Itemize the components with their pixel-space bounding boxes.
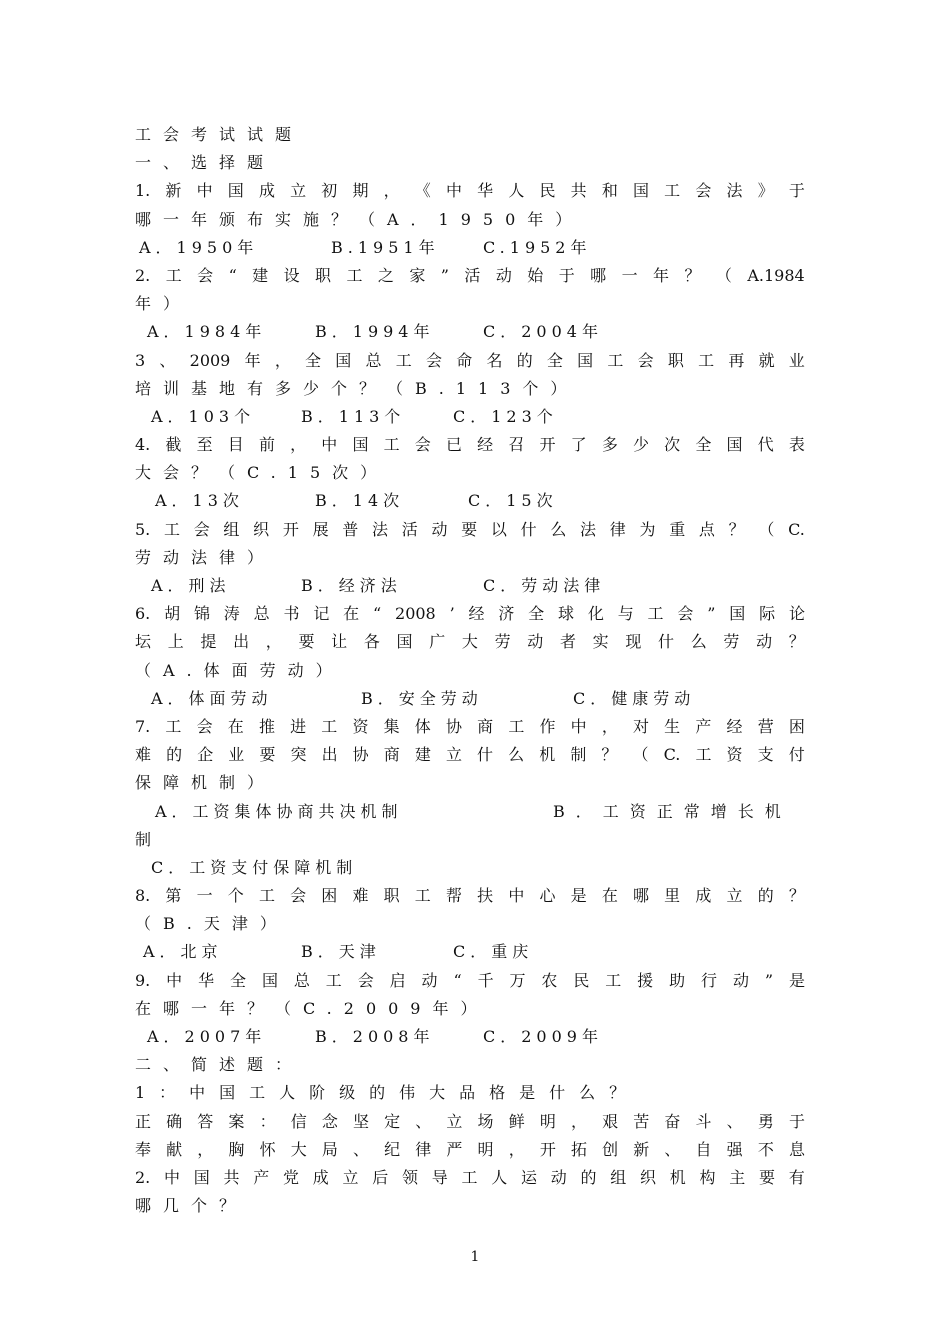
section-heading-short-answer: 二、简述题： — [135, 1055, 304, 1075]
option-a: A．1950年 — [139, 237, 259, 257]
answer-options — [135, 572, 805, 600]
question-text: 坛 上 提 出 ， 要 让 各 国 广 大 劳 动 者 实 现 什 么 劳 动 ？ — [135, 632, 805, 652]
question-text: 在哪一年？（C.2009年） — [135, 998, 489, 1018]
question-text: 哪一年颁布实施？（A．1950年） — [135, 209, 584, 229]
answer-options — [135, 318, 805, 346]
section-heading-choice: 一、选择题 — [135, 153, 276, 173]
question-text: 3 、 2009 年 ， 全 国 总 工 会 命 名 的 全 国 工 会 职 工 再 就 业 — [135, 350, 805, 370]
option-a: A．北京 — [143, 942, 223, 962]
answer-options — [135, 234, 805, 262]
question-text: 1. 新 中 国 成 立 初 期 ， 《 中 华 人 民 共 和 国 工 会 法 》 于 — [135, 181, 805, 201]
option-c: C．2009年 — [483, 1027, 603, 1046]
option-a: A．工资集体协商共决机制 — [155, 801, 403, 821]
question-text: 大会？（C.15次） — [135, 463, 389, 483]
option-c: C．重庆 — [453, 942, 534, 962]
question-text: 年） — [135, 294, 192, 314]
answer-text: 奉 献 ， 胸 怀 大 局 、 纪 律 严 明 ， 开 拓 创 新 、 自 强 不 息 — [135, 1139, 805, 1159]
option-c: C．工资支付保障机制 — [151, 857, 358, 877]
answer-options — [135, 798, 805, 826]
option-a: A．2007年 — [147, 1027, 267, 1046]
question-text: 劳动法律） — [135, 547, 276, 567]
option-c: C．123个 — [453, 406, 558, 426]
question-text: 6. 胡 锦 涛 总 书 记 在 “ 2008 ’ 经 济 全 球 化 与 工 会 ” 国 际 论 — [135, 604, 805, 624]
short-question: 2. 中 国 共 产 党 成 立 后 领 导 工 人 运 动 的 组 织 机 构 主 要 有 — [135, 1167, 805, 1187]
answer-options — [135, 685, 805, 713]
answer-text: 正 确 答 案 ： 信 念 坚 定 、 立 场 鲜 明 ， 艰 苦 奋 斗 、 勇 于 — [135, 1111, 805, 1131]
question-text: （A.体面劳动） — [135, 660, 344, 680]
option-c: C．劳动法律 — [483, 576, 606, 595]
question-text: （B.天津） — [135, 914, 288, 934]
question-text: 8. 第 一 个 工 会 困 难 职 工 帮 扶 中 心 是 在 哪 里 成 立 的 ？ — [135, 886, 805, 906]
question-text: 难 的 企 业 要 突 出 协 商 建 立 什 么 机 制 ？ （ C. 工 资 支 付 — [135, 745, 805, 765]
page-number: 1 — [470, 1249, 480, 1265]
option-b: B．经济法 — [301, 576, 402, 595]
question-text: 培训基地有多少个？（B.113个） — [135, 378, 579, 398]
question-text: 保障机制） — [135, 773, 276, 793]
option-b: B．工资正常增长机 — [553, 801, 792, 821]
option-a: A．刑法 — [151, 576, 231, 595]
option-c: C．2004年 — [483, 322, 603, 342]
option-b-continued: 制 — [135, 829, 152, 849]
option-b: B．14次 — [315, 491, 405, 511]
option-b: B．天津 — [301, 942, 381, 962]
answer-options — [135, 487, 805, 515]
option-b: B.1951年 — [331, 237, 440, 257]
answer-options — [135, 938, 805, 966]
option-a: A．13次 — [155, 491, 244, 511]
option-b: B．2008年 — [315, 1027, 435, 1046]
question-text: 5. 工 会 组 织 开 展 普 法 活 动 要 以 什 么 法 律 为 重 点 ？ （ C. — [135, 519, 805, 539]
question-text: 9. 中 华 全 国 总 工 会 启 动 “ 千 万 农 民 工 援 助 行 动 ” 是 — [135, 970, 805, 990]
question-text: 2. 工 会 “ 建 设 职 工 之 家 ” 活 动 始 于 哪 一 年 ？ （ A.1984 — [135, 265, 805, 285]
option-a: A．1984年 — [147, 322, 267, 342]
option-c: C．健康劳动 — [573, 688, 696, 708]
document-title: 工会考试试题 — [135, 125, 304, 144]
option-a: A．体面劳动 — [151, 688, 273, 708]
option-a: A．103个 — [151, 406, 256, 426]
option-b: B．安全劳动 — [361, 688, 483, 708]
option-b: B．1994年 — [315, 322, 435, 342]
question-text: 7. 工 会 在 推 进 工 资 集 体 协 商 工 作 中 ， 对 生 产 经 营 困 — [135, 716, 805, 736]
answer-options — [135, 1023, 805, 1051]
question-text: 4. 截 至 目 前 ， 中 国 工 会 已 经 召 开 了 多 少 次 全 国 代 表 — [135, 435, 805, 455]
document-body — [135, 121, 805, 1220]
answer-options — [135, 403, 805, 431]
short-question: 1：中国工人阶级的伟大品格是什么？ — [135, 1083, 640, 1103]
option-c: C.1952年 — [483, 237, 592, 257]
answer-options — [135, 854, 805, 882]
option-b: B．113个 — [301, 406, 406, 426]
short-question: 哪几个？ — [135, 1196, 248, 1216]
option-c: C．15次 — [468, 491, 558, 511]
